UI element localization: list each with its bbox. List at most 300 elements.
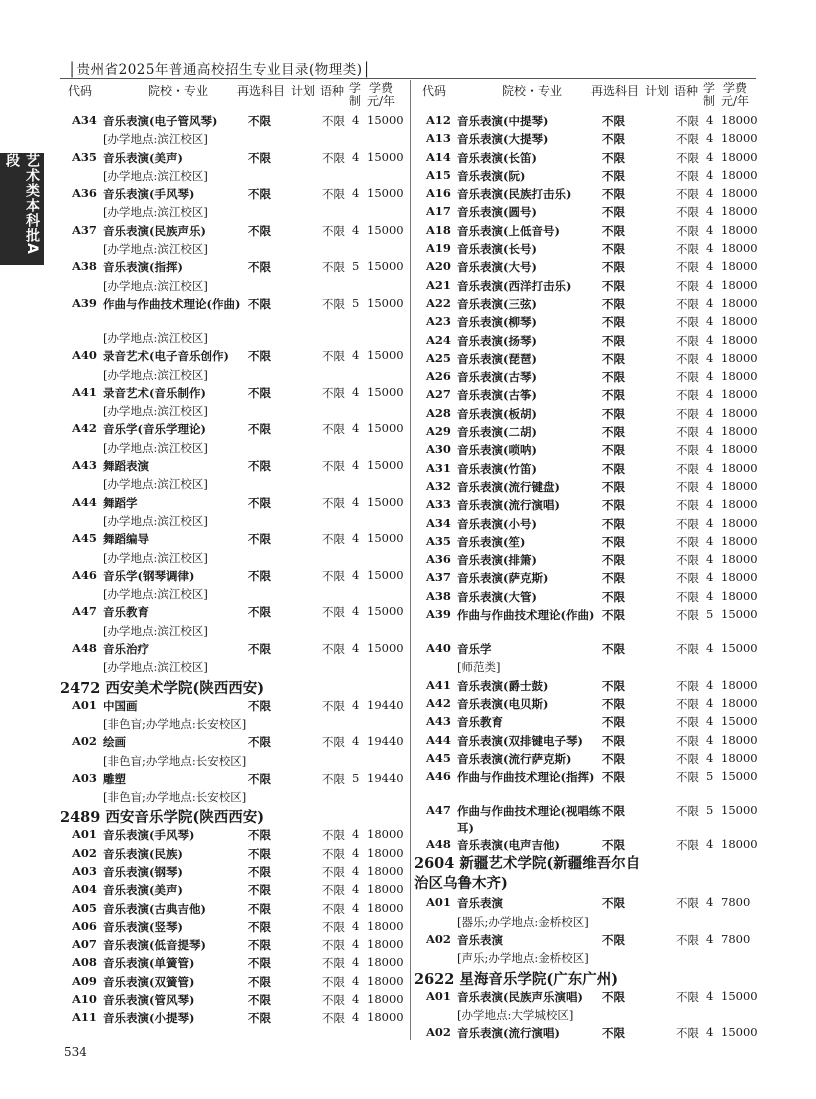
major-fee: 18000	[367, 863, 404, 878]
major-row	[60, 845, 406, 863]
major-duration: 4	[352, 186, 360, 201]
major-duration: 4	[706, 442, 714, 457]
major-name: 音乐表演(流行键盘)	[457, 479, 560, 494]
major-duration: 4	[352, 113, 360, 127]
major-lang: 不限	[676, 770, 699, 785]
major-name: 音乐表演(民族打击乐)	[457, 187, 572, 202]
major-code: A21	[426, 277, 451, 292]
major-note: [办学地点:滨江校区]	[103, 660, 208, 675]
major-code: A11	[72, 1010, 97, 1025]
major-subjects: 不限	[248, 568, 271, 583]
major-lang: 不限	[676, 534, 699, 549]
major-name: 音乐表演(唢呐)	[457, 443, 537, 458]
major-lang: 不限	[322, 1011, 345, 1026]
major-row	[414, 836, 758, 854]
major-lang: 不限	[676, 425, 699, 440]
major-subjects: 不限	[248, 901, 271, 916]
major-subjects: 不限	[602, 608, 625, 623]
major-row	[60, 384, 406, 402]
major-lang: 不限	[322, 919, 345, 934]
major-name: 音乐表演(琵琶)	[457, 351, 537, 366]
header-school-major: 院校・专业	[502, 84, 563, 98]
major-subjects: 不限	[248, 532, 271, 547]
major-code: A44	[426, 732, 451, 747]
major-duration: 4	[706, 931, 714, 946]
major-fee: 19440	[367, 697, 404, 712]
major-duration: 4	[706, 677, 714, 692]
major-duration: 4	[706, 714, 714, 729]
major-fee: 15000	[367, 149, 404, 164]
major-lang: 不限	[322, 532, 345, 547]
major-note-row	[414, 1006, 754, 1024]
major-fee: 18000	[367, 882, 404, 897]
major-lang: 不限	[676, 443, 699, 458]
major-code: A07	[72, 937, 97, 952]
major-row	[60, 881, 406, 899]
major-note: [器乐;办学地点:金桥校区]	[457, 914, 589, 929]
major-code: A08	[72, 955, 97, 970]
major-subjects: 不限	[602, 114, 625, 128]
school-heading-text: 2622 星海音乐学院(广东广州)	[414, 970, 619, 988]
major-name: 音乐表演(圆号)	[457, 205, 537, 220]
major-fee: 15000	[367, 567, 404, 582]
major-row	[60, 530, 406, 548]
major-note-row	[414, 913, 754, 931]
major-row	[414, 588, 758, 606]
major-name: 音乐学(音乐学理论)	[103, 422, 206, 437]
major-name: 雕塑	[103, 771, 126, 786]
major-lang: 不限	[676, 351, 699, 366]
major-name: 音乐表演(民族)	[103, 846, 183, 861]
major-row	[414, 1024, 758, 1042]
major-code: A02	[72, 845, 97, 860]
major-name: 音乐表演(二胡)	[457, 425, 537, 440]
major-fee: 15000	[367, 458, 404, 473]
major-note: [办学地点:滨江校区]	[103, 440, 208, 455]
major-subjects: 不限	[248, 605, 271, 620]
major-row	[414, 185, 758, 203]
major-code: A03	[72, 863, 97, 878]
major-code: A37	[426, 570, 451, 585]
major-note-row	[60, 752, 406, 770]
header-fee: 学费 元/年	[721, 81, 750, 108]
major-subjects: 不限	[602, 804, 625, 819]
major-name: 音乐表演(民族声乐)	[103, 223, 206, 238]
major-subjects: 不限	[602, 696, 625, 711]
major-name: 音乐表演(民族声乐演唱)	[457, 989, 583, 1004]
major-note: [办学地点:滨江校区]	[103, 513, 208, 528]
major-fee: 18000	[721, 131, 758, 146]
major-code: A22	[426, 295, 451, 310]
major-fee: 18000	[721, 552, 758, 567]
major-code: A38	[72, 259, 97, 274]
major-fee: 19440	[367, 734, 404, 749]
major-subjects: 不限	[602, 498, 625, 513]
major-fee: 15000	[367, 295, 404, 310]
major-duration: 4	[352, 348, 360, 363]
school-heading	[414, 854, 644, 894]
major-note-row	[414, 949, 754, 967]
major-lang: 不限	[322, 223, 345, 238]
major-row	[60, 826, 406, 844]
major-row	[60, 640, 406, 658]
header-code: 代码	[422, 84, 447, 98]
major-name: 音乐表演(单簧管)	[103, 956, 195, 971]
major-name: 音乐表演(美声)	[103, 883, 183, 898]
major-fee: 18000	[721, 677, 758, 692]
major-row	[414, 130, 758, 148]
major-fee: 18000	[721, 113, 758, 127]
major-lang: 不限	[676, 168, 699, 183]
major-fee: 18000	[721, 497, 758, 512]
major-row	[414, 112, 758, 130]
school-heading-text: 2604 新疆艺术学院(新疆维吾尔自治区乌鲁木齐)	[414, 855, 641, 893]
major-name: 音乐学	[457, 642, 492, 657]
header-school-major: 院校・专业	[148, 84, 209, 98]
major-name: 音乐表演(双排键电子琴)	[457, 733, 583, 748]
major-code: A03	[72, 770, 97, 785]
major-row	[60, 973, 406, 991]
major-duration: 4	[706, 497, 714, 512]
major-note: [办学地点:滨江校区]	[103, 132, 208, 147]
major-lang: 不限	[322, 150, 345, 165]
major-row	[60, 567, 406, 585]
major-code: A41	[72, 384, 97, 399]
major-subjects: 不限	[602, 715, 625, 730]
major-name: 音乐表演(板胡)	[457, 406, 537, 421]
major-lang: 不限	[322, 956, 345, 971]
major-code: A33	[426, 497, 451, 512]
left-table-body	[60, 112, 406, 1028]
major-lang: 不限	[322, 974, 345, 989]
major-fee: 15000	[367, 604, 404, 619]
major-lang: 不限	[676, 1026, 699, 1041]
school-heading	[60, 806, 406, 826]
major-lang: 不限	[676, 608, 699, 623]
major-duration: 4	[706, 552, 714, 567]
major-subjects: 不限	[248, 846, 271, 861]
major-name: 音乐表演(手风琴)	[103, 187, 195, 202]
major-duration: 4	[352, 697, 360, 712]
column-divider	[410, 80, 411, 1040]
major-row	[414, 750, 758, 768]
major-lang: 不限	[322, 883, 345, 898]
major-note: [办学地点:滨江校区]	[103, 330, 208, 345]
major-duration: 5	[706, 803, 714, 818]
major-row	[414, 677, 758, 695]
major-duration: 4	[706, 387, 714, 402]
major-name: 音乐表演(笙)	[457, 534, 526, 549]
header-subjects: 再选科目	[237, 84, 286, 98]
major-code: A35	[426, 533, 451, 548]
major-code: A32	[426, 478, 451, 493]
major-code: A34	[72, 113, 97, 127]
major-fee: 18000	[721, 515, 758, 530]
major-name: 音乐表演(柳琴)	[457, 315, 537, 330]
major-row	[414, 894, 754, 912]
major-duration: 4	[706, 332, 714, 347]
header-plan: 计划	[645, 84, 670, 98]
major-duration: 4	[706, 588, 714, 603]
major-row	[60, 457, 406, 475]
major-code: A36	[72, 186, 97, 201]
major-fee: 18000	[721, 369, 758, 384]
major-fee: 18000	[721, 533, 758, 548]
major-code: A43	[72, 458, 97, 473]
major-subjects: 不限	[248, 385, 271, 400]
major-subjects: 不限	[248, 495, 271, 510]
major-name: 音乐表演(扬琴)	[457, 333, 537, 348]
major-name: 音乐表演(大提琴)	[457, 132, 549, 147]
major-code: A34	[426, 515, 451, 530]
major-fee: 18000	[721, 204, 758, 219]
major-note-row	[414, 658, 754, 676]
major-name: 音乐表演(竖琴)	[103, 919, 183, 934]
major-code: A01	[426, 895, 451, 910]
major-code: A01	[426, 988, 451, 1003]
major-subjects: 不限	[602, 296, 625, 311]
major-fee: 15000	[367, 641, 404, 656]
major-code: A39	[426, 607, 451, 622]
major-name: 音乐表演(电贝斯)	[457, 696, 549, 711]
major-row	[414, 203, 758, 221]
major-fee: 18000	[721, 222, 758, 237]
major-duration: 4	[706, 113, 714, 127]
right-table-body	[414, 112, 758, 1042]
major-duration: 4	[706, 369, 714, 384]
major-name: 音乐表演(排箫)	[457, 553, 537, 568]
major-fee: 15000	[721, 607, 758, 622]
major-fee: 15000	[721, 769, 758, 784]
major-duration: 4	[706, 533, 714, 548]
section-side-tab: 艺术类本科批A段	[0, 153, 44, 265]
major-duration: 4	[706, 837, 714, 852]
major-code: A45	[426, 750, 451, 765]
major-note-row	[60, 366, 406, 384]
major-code: A42	[72, 421, 97, 436]
major-lang: 不限	[676, 498, 699, 513]
major-code: A02	[72, 734, 97, 749]
major-name: 音乐表演(古筝)	[457, 388, 537, 403]
major-lang: 不限	[676, 571, 699, 586]
major-code: A40	[72, 348, 97, 363]
major-note: [办学地点:滨江校区]	[103, 550, 208, 565]
major-code: A38	[426, 588, 451, 603]
major-name: 音乐表演(管风琴)	[103, 993, 195, 1008]
major-note-row	[60, 549, 406, 567]
major-note-row	[60, 475, 406, 493]
major-note-row	[60, 622, 406, 640]
major-subjects: 不限	[602, 571, 625, 586]
major-row	[60, 112, 406, 130]
major-fee: 19440	[367, 770, 404, 785]
major-code: A19	[426, 241, 451, 256]
major-subjects: 不限	[602, 370, 625, 385]
major-row	[60, 863, 406, 881]
major-name: 音乐表演(小提琴)	[103, 1011, 195, 1026]
major-code: A31	[426, 460, 451, 475]
major-duration: 4	[352, 458, 360, 473]
major-subjects: 不限	[248, 919, 271, 934]
major-code: A24	[426, 332, 451, 347]
major-subjects: 不限	[602, 388, 625, 403]
major-note: [办学地点:滨江校区]	[103, 477, 208, 492]
major-code: A14	[426, 149, 451, 164]
major-lang: 不限	[676, 205, 699, 220]
major-lang: 不限	[322, 187, 345, 202]
major-fee: 15000	[367, 222, 404, 237]
major-lang: 不限	[676, 516, 699, 531]
major-fee: 15000	[367, 384, 404, 399]
major-name: 音乐表演	[457, 896, 503, 911]
major-subjects: 不限	[602, 479, 625, 494]
major-subjects: 不限	[602, 150, 625, 165]
major-name: 作曲与作曲技术理论(指挥)	[457, 770, 595, 785]
major-duration: 4	[706, 641, 714, 656]
major-name: 音乐表演(双簧管)	[103, 974, 195, 989]
major-code: A04	[72, 882, 97, 897]
major-fee: 15000	[721, 803, 758, 818]
major-row	[414, 313, 758, 331]
major-subjects: 不限	[602, 351, 625, 366]
header-lang: 语种	[320, 84, 345, 98]
major-name: 舞蹈编导	[103, 532, 149, 547]
major-name: 音乐表演(流行演唱)	[457, 1026, 560, 1041]
right-column	[414, 80, 758, 1042]
major-name: 音乐表演(长号)	[457, 242, 537, 257]
major-duration: 4	[352, 604, 360, 619]
major-duration: 4	[706, 895, 714, 910]
school-heading-text: 2489 西安音乐学院(陕西西安)	[60, 809, 265, 827]
major-fee: 15000	[721, 988, 758, 1003]
major-duration: 4	[706, 204, 714, 219]
major-fee: 18000	[721, 570, 758, 585]
major-subjects: 不限	[248, 150, 271, 165]
major-code: A25	[426, 350, 451, 365]
major-duration: 4	[352, 900, 360, 915]
major-fee: 18000	[721, 186, 758, 201]
major-subjects: 不限	[602, 838, 625, 853]
major-lang: 不限	[676, 406, 699, 421]
major-subjects: 不限	[602, 678, 625, 693]
major-duration: 4	[352, 863, 360, 878]
major-lang: 不限	[322, 459, 345, 474]
major-code: A44	[72, 494, 97, 509]
major-lang: 不限	[322, 735, 345, 750]
major-note: [办学地点:滨江校区]	[103, 242, 208, 257]
major-duration: 5	[352, 259, 360, 274]
major-note-row	[60, 715, 406, 733]
major-duration: 4	[706, 131, 714, 146]
major-lang: 不限	[322, 901, 345, 916]
major-subjects: 不限	[248, 260, 271, 275]
major-note: [声乐;办学地点:金桥校区]	[457, 951, 589, 966]
major-row	[60, 1009, 406, 1027]
major-duration: 5	[352, 770, 360, 785]
major-fee: 7800	[721, 931, 751, 946]
major-lang: 不限	[676, 223, 699, 238]
major-name: 舞蹈学	[103, 495, 138, 510]
major-code: A05	[72, 900, 97, 915]
major-lang: 不限	[322, 828, 345, 843]
major-duration: 4	[706, 222, 714, 237]
major-fee: 15000	[367, 113, 404, 127]
major-row	[414, 551, 758, 569]
major-subjects: 不限	[602, 1026, 625, 1041]
major-subjects: 不限	[248, 864, 271, 879]
major-row	[414, 240, 758, 258]
major-lang: 不限	[676, 553, 699, 568]
major-note: [办学地点:滨江校区]	[103, 168, 208, 183]
major-name: 音乐表演(长笛)	[457, 150, 537, 165]
major-subjects: 不限	[248, 187, 271, 202]
major-row	[414, 405, 758, 423]
major-fee: 18000	[721, 460, 758, 475]
major-note-row	[60, 203, 406, 221]
major-duration: 4	[352, 149, 360, 164]
major-subjects: 不限	[248, 956, 271, 971]
major-name: 音乐表演(低音提琴)	[103, 938, 206, 953]
major-row	[414, 732, 758, 750]
major-duration: 4	[352, 734, 360, 749]
page-number: 534	[64, 1045, 87, 1059]
major-code: A42	[426, 695, 451, 710]
major-note: [非色盲;办学地点:长安校区]	[103, 753, 247, 768]
major-duration: 4	[706, 695, 714, 710]
major-note-row	[60, 658, 406, 676]
header-plan: 计划	[291, 84, 316, 98]
major-code: A47	[426, 803, 451, 818]
header-code: 代码	[68, 84, 93, 98]
major-subjects: 不限	[602, 642, 625, 657]
major-row	[414, 478, 758, 496]
major-code: A27	[426, 387, 451, 402]
major-subjects: 不限	[248, 223, 271, 238]
major-row	[60, 770, 406, 788]
major-lang: 不限	[676, 896, 699, 911]
major-duration: 4	[352, 384, 360, 399]
major-subjects: 不限	[602, 260, 625, 275]
major-note-row	[60, 277, 406, 295]
major-duration: 5	[352, 295, 360, 310]
major-fee: 18000	[721, 332, 758, 347]
major-subjects: 不限	[602, 425, 625, 440]
major-duration: 4	[706, 241, 714, 256]
major-lang: 不限	[676, 461, 699, 476]
major-subjects: 不限	[248, 642, 271, 657]
major-name: 录音艺术(电子音乐创作)	[103, 349, 229, 364]
major-subjects: 不限	[248, 296, 271, 311]
table-header	[60, 80, 406, 112]
left-column	[60, 80, 406, 1028]
major-name: 音乐学(钢琴调律)	[103, 568, 195, 583]
major-name: 音乐表演(三弦)	[457, 296, 537, 311]
major-duration: 4	[706, 570, 714, 585]
major-subjects: 不限	[602, 223, 625, 238]
major-row	[60, 991, 406, 1009]
major-subjects: 不限	[602, 896, 625, 911]
major-subjects: 不限	[248, 993, 271, 1008]
major-row	[60, 936, 406, 954]
major-duration: 4	[352, 641, 360, 656]
major-row	[414, 295, 758, 313]
major-row	[414, 350, 758, 368]
major-duration: 4	[352, 567, 360, 582]
page-header-title: │贵州省2025年普通高校招生专业目录(物理类)│	[68, 62, 372, 78]
major-code: A12	[426, 113, 451, 127]
major-duration: 4	[352, 1010, 360, 1025]
major-subjects: 不限	[602, 553, 625, 568]
